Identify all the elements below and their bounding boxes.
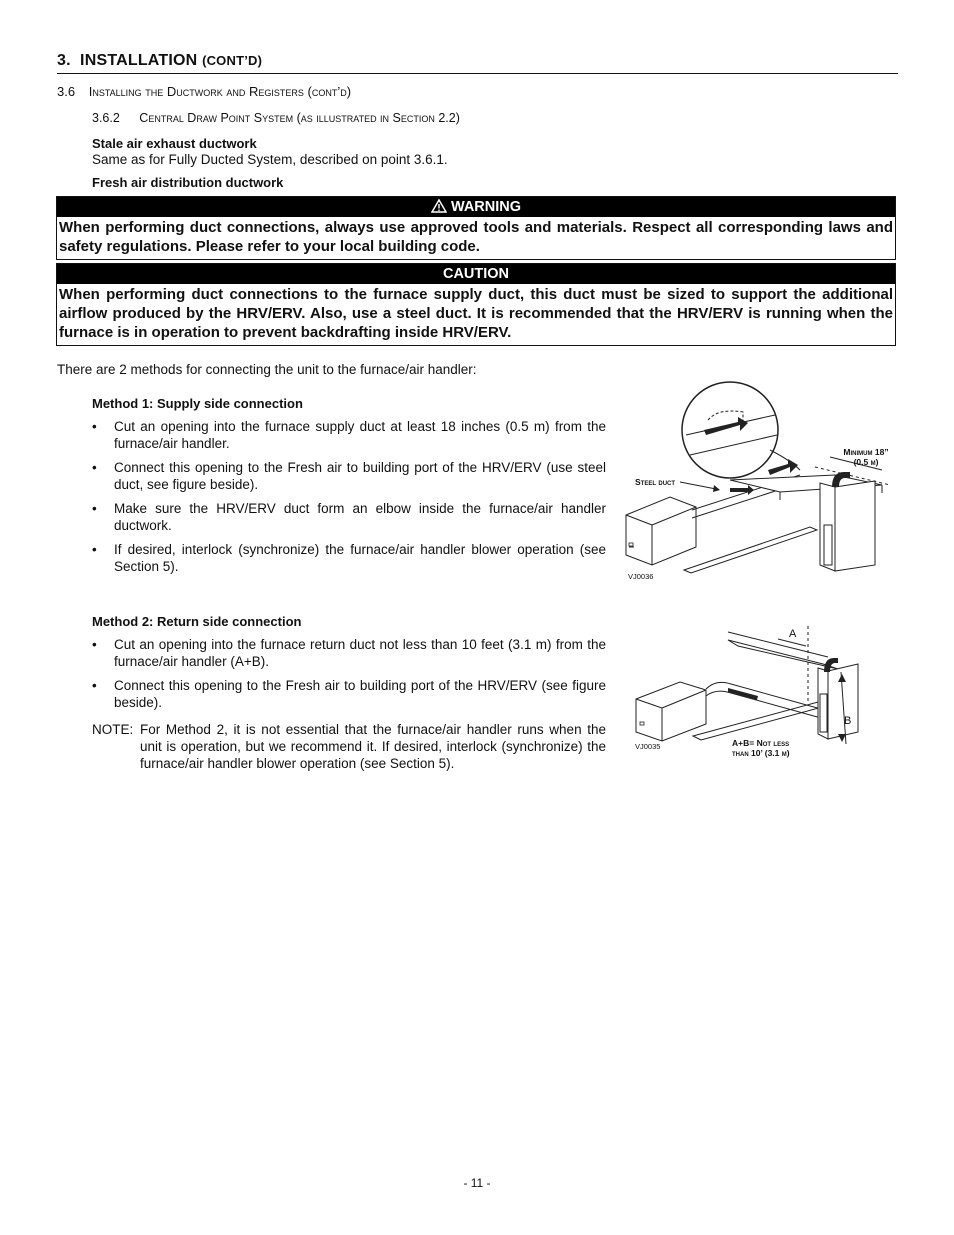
warning-label: WARNING <box>450 199 522 215</box>
subsection-title: Installing the Ductwork and Registers (cont’d) <box>88 84 352 99</box>
minimum-label-line1: Minimum 18” <box>843 447 889 457</box>
method1-heading: Method 1: Supply side connection <box>92 396 303 411</box>
label-a: A <box>789 628 797 640</box>
fresh-air-heading: Fresh air distribution ductwork <box>92 175 284 190</box>
note-label: NOTE: <box>92 722 134 737</box>
ab-label-line2: than 10’ (3.1 m) <box>732 748 790 758</box>
list-item: • Connect this opening to the Fresh air to building port of the HRV/ERV (see figure beside). <box>92 677 606 711</box>
stale-air-heading: Stale air exhaust ductwork <box>92 136 257 151</box>
subsection-number: 3.6 <box>57 84 76 99</box>
method1-list <box>92 418 606 582</box>
list-item: • Connect this opening to the Fresh air to building port of the HRV/ERV (use steel duct, see figure beside). <box>92 459 606 493</box>
list-item: • Cut an opening into the furnace supply duct at least 18 inches (0.5 m) from the furnace/air handler. <box>92 418 606 452</box>
subsubsection-title: Central Draw Point System (as illustrated in Section 2.2) <box>139 111 460 125</box>
section-title-text: INSTALLATION <box>80 52 198 69</box>
ab-label <box>732 738 790 758</box>
note-text: For Method 2, it is not essential that the furnace/air handler runs when the unit is operation, but we recommend it. If desired, interlock (synchronize) the furnace/air handler blower operation (see Section 5). <box>140 722 606 771</box>
caution-box <box>56 263 896 346</box>
ab-label-line1: A+B= Not less <box>732 738 790 748</box>
list-item: • Make sure the HRV/ERV duct form an elbow inside the furnace/air handler ductwork. <box>92 500 606 534</box>
figure2-code: VJ0035 <box>635 742 661 751</box>
section-number: 3. <box>57 52 71 69</box>
figure1-code: VJ0036 <box>628 572 654 581</box>
warning-header <box>57 197 895 217</box>
stale-air-text: Same as for Fully Ducted System, described on point 3.6.1. <box>92 152 448 167</box>
section-cont: (CONT’D) <box>202 53 263 68</box>
method2-heading: Method 2: Return side connection <box>92 614 302 629</box>
page-number: - 11 - <box>463 1176 491 1190</box>
subsubsection-number: 3.6.2 <box>92 111 120 125</box>
caution-header: CAUTION <box>57 264 895 284</box>
subsection-heading <box>57 84 351 99</box>
method2-list <box>92 636 606 718</box>
section-title <box>57 52 262 70</box>
warning-icon <box>431 199 447 213</box>
caution-text: When performing duct connections to the furnace supply duct, this duct must be sized to support the additional airflow produced by the HRV/ERV. Also, use a steel duct. It is recommended that the HRV/ERV is running when the furnace is in operation to prevent backdrafting inside HRV/ERV. <box>59 286 893 341</box>
intro-text: There are 2 methods for connecting the unit to the furnace/air handler: <box>57 362 477 377</box>
warning-box <box>56 196 896 260</box>
subsubsection-heading <box>92 111 460 125</box>
warning-text: When performing duct connections, always use approved tools and materials. Respect all corresponding laws and safety regulations. Please refer to your local building code. <box>59 219 893 255</box>
steel-duct-label: Steel duct <box>635 477 676 487</box>
label-b: B <box>844 715 852 727</box>
header-rule <box>57 73 898 74</box>
list-item: • Cut an opening into the furnace return duct not less than 10 feet (3.1 m) from the furnace/air handler (A+B). <box>92 636 606 670</box>
list-item: • If desired, interlock (synchronize) the furnace/air handler blower operation (see Section 5). <box>92 541 606 575</box>
minimum-label <box>833 447 899 467</box>
minimum-label-line2: (0.5 m) <box>853 457 879 467</box>
method2-note <box>92 721 606 772</box>
